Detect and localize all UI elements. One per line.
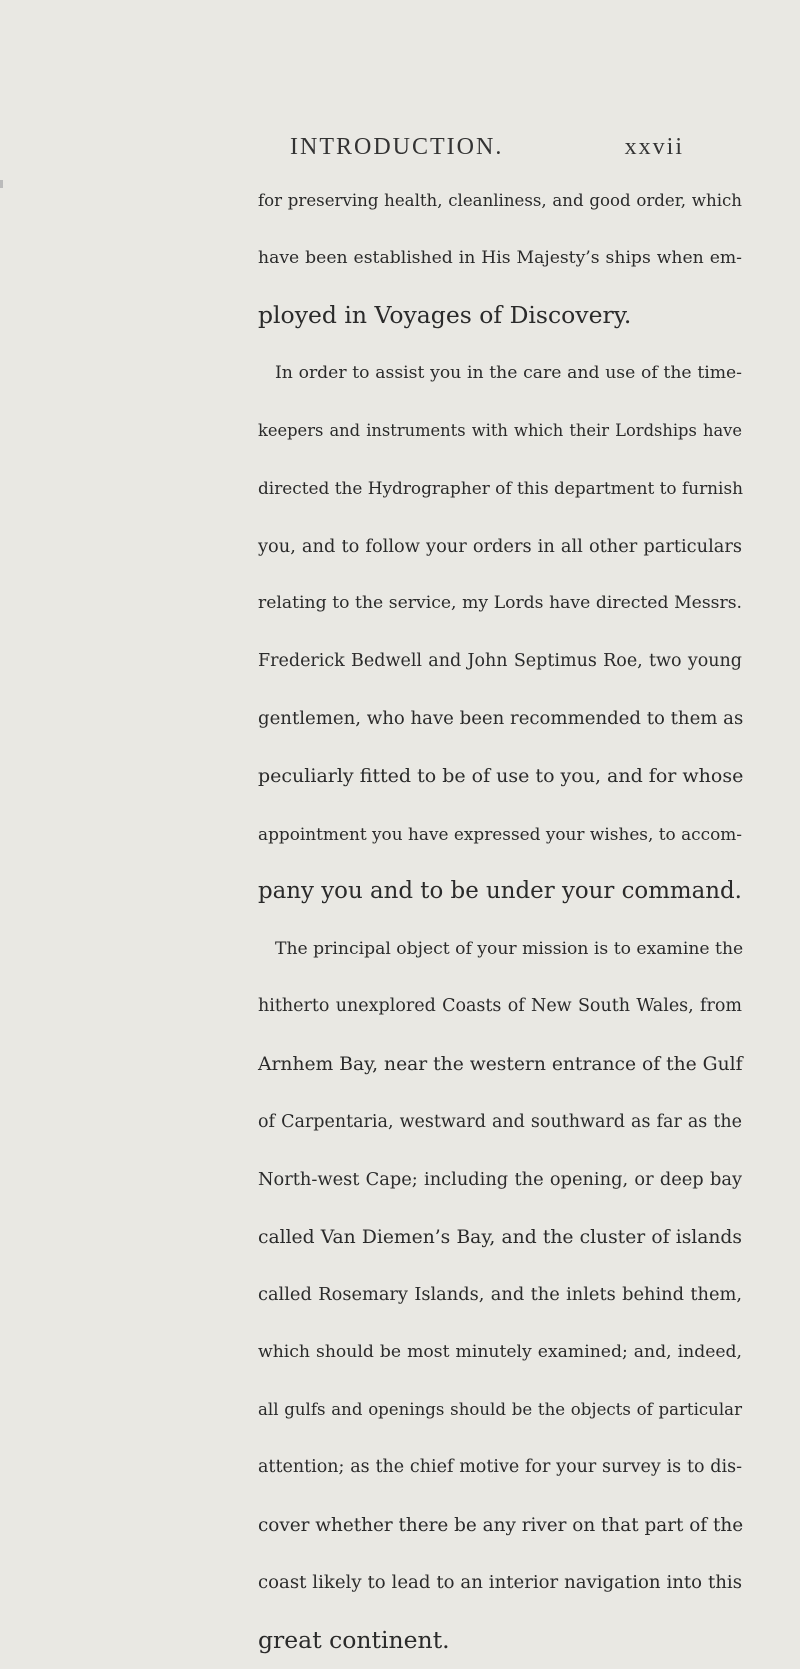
text-line: have been established in His Majesty’s ships when em- xyxy=(258,247,742,268)
text-line: called Van Diemen’s Bay, and the cluster of islands xyxy=(258,1226,742,1248)
text-line: hitherto unexplored Coasts of New South Wales, from xyxy=(258,996,742,1017)
text-line: ployed in Voyages of Discovery. xyxy=(258,301,632,330)
text-line: Arnhem Bay, near the western entrance of the Gulf xyxy=(258,1053,743,1075)
text-line: of Carpentaria, westward and southward as far as the xyxy=(258,1111,742,1132)
text-line: you, and to follow your orders in all other particulars xyxy=(258,535,742,557)
running-head: INTRODUCTION. xyxy=(290,134,504,160)
text-line: peculiarly fitted to be of use to you, and for whose xyxy=(258,764,744,787)
paragraph-start-line: The principal object of your mission is to examine the xyxy=(275,938,744,959)
text-line: North-west Cape; including the opening, or deep bay xyxy=(258,1169,742,1191)
text-line: which should be most minutely examined; and, indeed, xyxy=(258,1341,742,1362)
text-line: appointment you have expressed your wishes, to accom- xyxy=(258,823,742,844)
paragraph-start-line: In order to assist you in the care and use of the time- xyxy=(275,362,742,383)
text-line: for preserving health, cleanliness, and good order, which xyxy=(258,191,742,210)
page-number: xxvii xyxy=(624,134,684,160)
text-line: gentlemen, who have been recommended to them as xyxy=(258,708,744,730)
body-text xyxy=(258,172,742,1669)
text-line: pany you and to be under your command. xyxy=(258,878,742,905)
text-line: relating to the service, my Lords have directed Messrs. xyxy=(258,593,742,614)
text-line: keepers and instruments with which their Lordships have xyxy=(258,421,742,441)
text-line: coast likely to lead to an interior navigation into this xyxy=(258,1572,742,1594)
text-line: great continent. xyxy=(258,1625,450,1654)
text-line: directed the Hydrographer of this department to furnish xyxy=(258,477,744,498)
gutter-mark xyxy=(0,180,3,188)
page-header xyxy=(0,134,800,174)
text-line: attention; as the chief motive for your survey is to dis- xyxy=(258,1457,742,1478)
text-line: called Rosemary Islands, and the inlets behind them, xyxy=(258,1284,742,1306)
text-line: all gulfs and openings should be the objects of particular xyxy=(258,1400,742,1420)
text-line: Frederick Bedwell and John Septimus Roe, two young xyxy=(258,650,742,671)
text-line: cover whether there be any river on that part of the xyxy=(258,1514,744,1536)
